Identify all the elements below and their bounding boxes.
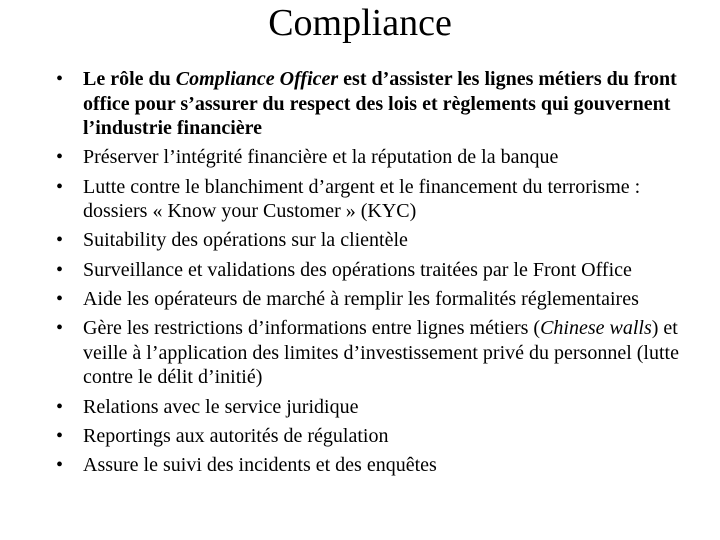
bullet-text-italic: Compliance Officer bbox=[175, 68, 339, 90]
bullet-text: Préserver l’intégrité financière et la réputation de la banque bbox=[83, 146, 559, 169]
bullet-dot: • bbox=[56, 229, 64, 252]
bullet-text: Relations avec le service juridique bbox=[83, 395, 359, 418]
bullet-text: Aide les opérateurs de marché à remplir les formalités réglementaires bbox=[83, 287, 639, 310]
bullet-text-italic: Chinese walls bbox=[540, 317, 652, 340]
bullet-dot: • bbox=[56, 146, 64, 169]
bullet-item bbox=[56, 258, 696, 283]
bullet-item bbox=[56, 424, 696, 449]
bullet-dot: • bbox=[56, 395, 64, 418]
bullet-text: Surveillance et validations des opérations traitées par le Front Office bbox=[83, 258, 632, 281]
bullet-item bbox=[56, 175, 696, 224]
bullet-dot: • bbox=[56, 454, 64, 477]
slide-title: Compliance bbox=[268, 2, 452, 44]
bullet-item bbox=[56, 67, 696, 141]
bullet-text: Reportings aux autorités de régulation bbox=[83, 424, 389, 447]
bullet-item bbox=[56, 453, 696, 478]
bullet-dot: • bbox=[56, 175, 64, 198]
bullet-item bbox=[56, 316, 696, 390]
bullet-text: Gère les restrictions d’informations entre lignes métiers ( bbox=[83, 317, 541, 340]
bullet-item bbox=[56, 395, 696, 420]
bullet-text: Assure le suivi des incidents et des enquêtes bbox=[83, 454, 437, 477]
bullet-item bbox=[56, 145, 696, 170]
bullet-text: Le rôle du bbox=[83, 68, 176, 90]
bullet-item bbox=[56, 228, 696, 253]
bullet-dot: • bbox=[56, 287, 64, 310]
bullet-dot: • bbox=[56, 317, 64, 340]
bullet-text: Suitability des opérations sur la clientèle bbox=[83, 229, 408, 252]
bullet-item bbox=[56, 287, 696, 312]
bullet-text: ) et veille à l’application des limites d’investissement privé du personnel (lutte contre le délit d’initié) bbox=[83, 317, 679, 389]
bullet-dot: • bbox=[56, 68, 64, 90]
bullet-dot: • bbox=[56, 424, 64, 447]
bullet-list bbox=[56, 67, 696, 482]
bullet-text: Lutte contre le blanchiment d’argent et le financement du terrorisme : dossiers « Know your Customer » (KYC) bbox=[83, 175, 641, 223]
bullet-dot: • bbox=[56, 258, 64, 281]
bullet-text: est d’assister les lignes métiers du front office pour s’assurer du respect des lois et règlements qui gouvernent l’industrie financière bbox=[83, 68, 677, 139]
